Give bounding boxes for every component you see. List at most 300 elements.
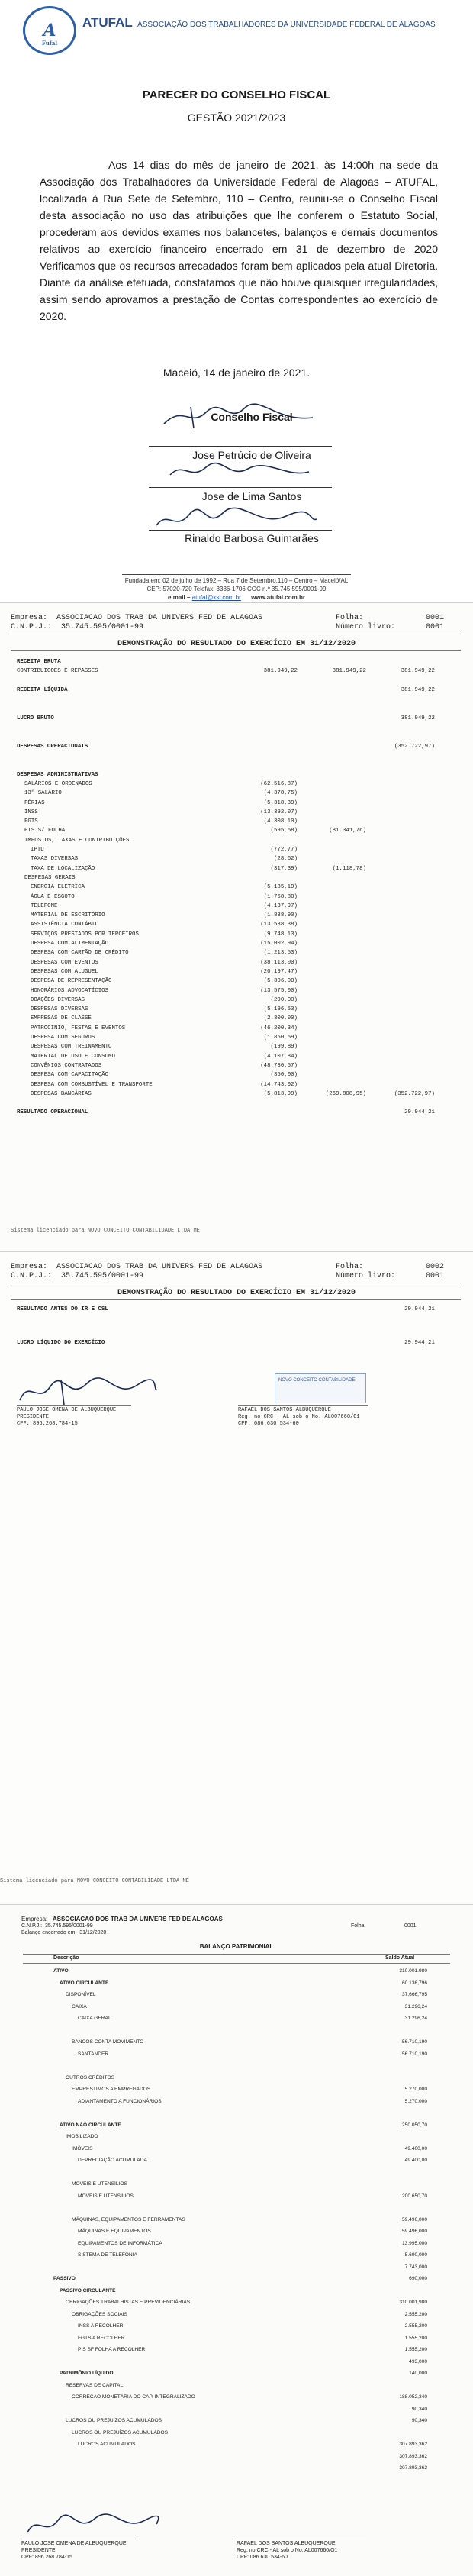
balanco-row — [31, 2133, 458, 2141]
balance-date-value: 31/12/2020 — [79, 1930, 107, 1935]
balanco-row — [31, 2027, 458, 2035]
balanco-row-value: 5.270,000 — [404, 2098, 427, 2104]
balanco-row-value: 5.270,000 — [404, 2087, 427, 2092]
president-signature-line — [17, 1405, 131, 1406]
balanco-row — [31, 2086, 458, 2093]
dre-row-label: TAXA DE LOCALIZAÇÃO — [31, 865, 95, 872]
dre-row-value-1: (4.107,84) — [263, 1053, 298, 1060]
balanco-row-value: 310.001.980 — [399, 1968, 427, 1974]
president-role: PRESIDENTE — [21, 2548, 56, 2553]
dre-continuation-value: 29.944,21 — [404, 1306, 435, 1312]
balanco-row-value: 13.995,000 — [401, 2240, 427, 2246]
balanco-row-label: ADIANTAMENTO A FUNCIONÁRIOS — [78, 2098, 162, 2104]
dre-row-value-1: (5.318,39) — [263, 799, 298, 806]
accountant-signature-block — [238, 1407, 360, 1428]
accountant-cpf: CPF: 086.630.534-60 — [236, 2555, 288, 2560]
dre-row-label: DESPESAS COM TREINAMENTO — [31, 1044, 112, 1051]
balanco-row-value: 56.710,190 — [401, 2051, 427, 2057]
footer-site-link[interactable]: www.atufal.com.br — [251, 594, 305, 601]
balanco-row-label: PASSIVO CIRCULANTE — [60, 2287, 116, 2294]
dre-row-value-1: (4.378,75) — [263, 790, 298, 797]
balanco-row-label: OUTROS CRÉDITOS — [66, 2074, 114, 2080]
dre-row-value-1: (4.308,10) — [263, 818, 298, 825]
dre-row-label: DESPESAS COM ALUGUEL — [31, 968, 98, 975]
company-label: Empresa: — [11, 614, 48, 622]
dre-row-label: SERVIÇOS PRESTADOS POR TERCEIROS — [31, 931, 139, 938]
dre-row-value-1: (290,00) — [270, 996, 298, 1003]
dre-row-label: FÉRIAS — [24, 799, 45, 806]
balanco-row — [31, 2015, 458, 2022]
president-name: PAULO JOSE OMENA DE ALBUQUERQUE — [21, 2541, 127, 2546]
balanco-row — [31, 2429, 458, 2437]
page-footer — [0, 574, 473, 602]
folha-label: Folha: — [336, 614, 364, 622]
balanco-row — [31, 2465, 458, 2472]
atufal-seal-logo — [23, 6, 76, 55]
dre-row — [17, 677, 458, 686]
balanco-row — [31, 2181, 458, 2188]
balance-date-line — [21, 1930, 106, 1935]
accountant-signature-line — [238, 1405, 368, 1406]
dre-row — [17, 846, 458, 854]
balanco-row-label: CAIXA — [72, 2003, 87, 2009]
balanco-row-label: ATIVO NÃO CIRCULANTE — [60, 2122, 121, 2128]
balanco-row — [31, 2228, 458, 2235]
dre-row-label: TAXAS DIVERSAS — [31, 856, 79, 863]
balanco-row — [31, 1968, 458, 1975]
dre-row — [17, 902, 458, 911]
company-name: ASSOCIACAO DOS TRAB DA UNIVERS FED DE ALAGOAS — [52, 1916, 223, 1922]
folha-value: 0002 — [426, 1263, 445, 1271]
dre-row — [17, 1053, 458, 1061]
balanco-row-value: 188.052,340 — [399, 2394, 427, 2400]
balanco-row-value: 200.650,70 — [401, 2193, 427, 2199]
balanco-row-value: 90,340 — [411, 2418, 427, 2423]
cnpj-line — [11, 1272, 143, 1280]
president-signature-block — [21, 2540, 127, 2561]
dre-footnote: Sistema licenciado para NOVO CONCEITO CONTABILIDADE LTDA ME — [11, 1228, 200, 1234]
dre-row-value-1: (1.838,90) — [263, 912, 298, 919]
balanco-row-value: 690,000 — [409, 2276, 427, 2281]
balanco-row — [31, 2098, 458, 2106]
dre-row-value-3: 381.949,22 — [401, 715, 435, 721]
balanco-row — [31, 2382, 458, 2390]
dre-continuation-row — [17, 1322, 458, 1331]
company-line — [11, 614, 262, 622]
column-description-header: Descrição — [53, 1955, 79, 1961]
dre-row-label: EMPRESAS DE CLASSE — [31, 1015, 92, 1022]
dre-row-value-1: (9.748,13) — [263, 931, 298, 938]
balanco-row-label: ATIVO CIRCULANTE — [60, 1980, 109, 1986]
cnpj-label: C.N.P.J.: — [11, 623, 53, 631]
balanco-row-value: 307.893,362 — [399, 2465, 427, 2471]
dre-row — [17, 658, 458, 667]
balanco-row-label: PASSIVO — [53, 2276, 76, 2281]
dre-row-label: INSS — [24, 809, 38, 815]
balanco-row-label: PATRIMÔNIO LÍQUIDO — [60, 2371, 114, 2376]
dre-row-value-1: (62.516,87) — [260, 780, 298, 787]
dre-row-value-1: (1.850,59) — [263, 1035, 298, 1041]
title-rule — [23, 1954, 450, 1955]
dre-row — [17, 921, 458, 929]
balanco-row-value: 59.496,000 — [401, 2216, 427, 2223]
footer-contact — [0, 593, 473, 602]
council-label: Conselho Fiscal — [211, 411, 293, 423]
member-name-1: Jose Petrúcio de Oliveira — [192, 449, 311, 461]
dre-row-label: LUCRO BRUTO — [17, 715, 54, 721]
dre-row-label: ENERGIA ELÉTRICA — [31, 884, 85, 891]
seal-sub: Fufal — [41, 40, 58, 47]
dre-row-label: DOAÇÕES DIVERSAS — [31, 996, 85, 1003]
dre-row-label: DESPESA COM COMBUSTÍVEL E TRANSPORTE — [31, 1081, 153, 1088]
balanco-row-label: MÁQUINAS E EQUIPAMENTOS — [78, 2229, 151, 2234]
numero-livro-value: 0001 — [426, 1272, 445, 1280]
dre-row-value-2: 381.949,22 — [332, 668, 366, 675]
balanco-row — [31, 2417, 458, 2425]
folha-label: Folha: — [351, 1923, 366, 1929]
cnpj-line — [11, 623, 143, 631]
balanco-row-value: 307.893,362 — [399, 2453, 427, 2459]
dre-row-value-2: (1.118,78) — [332, 865, 366, 872]
document-date: Maceió, 14 de janeiro de 2021. — [162, 366, 311, 379]
balanco-row-value: 31.296,24 — [404, 2016, 427, 2021]
balanco-row-value: 37.666,795 — [401, 1992, 427, 1997]
dre-row-value-1: (317,39) — [270, 865, 298, 872]
dre-row — [17, 959, 458, 967]
footer-line-1: Fundada em: 02 de julho de 1992 – Rua 7 de Setembro,110 – Centro – Maceió/AL — [124, 577, 349, 584]
dre-row — [17, 1109, 458, 1117]
dre-row-value-1: (4.137,97) — [263, 902, 298, 909]
dre-row-value-3: 381.949,22 — [401, 668, 435, 675]
dre-row-label: IPTU — [31, 847, 44, 853]
numero-livro-line — [336, 1272, 445, 1280]
signature-line-2 — [149, 487, 332, 488]
dre-title: DEMONSTRAÇÃO DO RESULTADO DO EXERCÍCIO EM 31/12/2020 — [117, 640, 356, 648]
dre-row — [17, 1090, 458, 1099]
column-saldo-header: Saldo Atual — [385, 1955, 415, 1961]
dre-page-1 — [0, 603, 473, 1252]
balanco-row-value: 1.555,200 — [404, 2347, 427, 2352]
dre-row-value-1: (14.743,02) — [260, 1081, 298, 1088]
company-name: ASSOCIACAO DOS TRAB DA UNIVERS FED DE ALAGOAS — [56, 1263, 263, 1271]
accountant-reg: Reg. no CRC - AL sob o No. AL007660/O1 — [238, 1414, 360, 1420]
balanco-row-label: INSS A RECOLHER — [78, 2323, 124, 2329]
dre-row — [17, 696, 458, 704]
dre-row-value-1: (1.213,53) — [263, 950, 298, 957]
dre-row — [17, 667, 458, 676]
dre-row — [17, 837, 458, 845]
balanco-row-label: DEPRECIAÇÃO ACUMULADA — [78, 2158, 147, 2163]
dre-row — [17, 1062, 458, 1070]
dre-row-label: CONTRIBUICOES E REPASSES — [17, 668, 98, 675]
balanco-row-label: LUCROS OU PREJUÍZOS ACUMULADOS — [72, 2429, 169, 2436]
company-line — [21, 1916, 223, 1922]
stamp-text: NOVO CONCEITO CONTABILIDADE — [278, 1378, 356, 1383]
dre-row-value-1: (38.113,00) — [260, 959, 298, 966]
balanco-row — [31, 2193, 458, 2200]
dre-row-label: HONORÁRIOS ADVOCATÍCIOS — [31, 987, 109, 994]
dre-row — [17, 715, 458, 723]
balanco-row-value: 5.690,000 — [404, 2252, 427, 2258]
balanco-row — [31, 2204, 458, 2212]
balanco-page — [0, 1905, 473, 2576]
balanco-row — [31, 2074, 458, 2082]
balanco-row — [31, 2453, 458, 2461]
dre-row — [17, 940, 458, 948]
balanco-row-value: 2.555,200 — [404, 2323, 427, 2329]
balanco-row-value: 31.296,24 — [404, 2003, 427, 2009]
balanco-row — [31, 2003, 458, 2011]
dre-row-label: DESPESA COM CAPACITAÇÃO — [31, 1072, 109, 1079]
footer-email-link[interactable]: atufal@ksl.com.br — [191, 594, 241, 601]
balanco-row-value: 59.496,000 — [401, 2229, 427, 2234]
dre-continuation-row — [17, 1339, 458, 1348]
dre-row-label: DESPESAS ADMINISTRATIVAS — [17, 771, 98, 778]
dre-row-label: RECEITA LÍQUIDA — [17, 686, 68, 693]
company-label: Empresa: — [11, 1263, 48, 1271]
dre-row — [17, 977, 458, 986]
association-header — [82, 15, 436, 31]
dre-row-label: DESPESA COM CARTÃO DE CRÉDITO — [31, 950, 129, 957]
dre-row — [17, 865, 458, 873]
balanco-row-value: 2.555,200 — [404, 2311, 427, 2317]
balanco-row-value: 140,000 — [409, 2371, 427, 2376]
dre-row — [17, 1043, 458, 1051]
accountant-cpf: CPF: 086.630.534-60 — [238, 1421, 299, 1427]
balanco-row-value: 310.001,980 — [399, 2300, 427, 2305]
balanco-row-label: OBRIGAÇÕES SOCIAIS — [72, 2311, 127, 2317]
balanco-row-label: FGTS A RECOLHER — [78, 2335, 125, 2341]
balanco-row-value: 493,000 — [409, 2358, 427, 2365]
dre-row-value-1: (2.300,00) — [263, 1015, 298, 1022]
balanco-row-value: 56.710,190 — [401, 2039, 427, 2045]
dre-row-value-3: (352.722,97) — [394, 743, 435, 750]
president-signature-block — [17, 1407, 116, 1428]
dre2-footnote: Sistema licenciado para NOVO CONCEITO CONTABILIDADE LTDA ME — [0, 1878, 189, 1884]
signature-line-3 — [149, 530, 332, 531]
association-acronym: ATUFAL — [82, 15, 133, 30]
dre-row-value-1: (13.538,38) — [260, 922, 298, 928]
dre-row-label: DESPESAS DIVERSAS — [31, 1006, 88, 1013]
dre-row — [17, 1071, 458, 1080]
balanco-row — [31, 2264, 458, 2271]
balanco-row — [31, 2287, 458, 2295]
document-body: Aos 14 dias do mês de janeiro de 2021, às 14:00h na sede da Associação dos Trabalhadores da Universidade Federal de Alagoas – ATUFAL, localizada à Rua Sete de Setembro, 110 – Centro, reuniu-se o Conselho Fiscal desta associação no uso das atribuições que lhe conferem o Estatuto Social, procederam aos devidos exames nos balancetes, balanços e demais documentos relativos ao exercício financeiro encerrado em 31 de dezembro de 2020 Verificamos que os recursos arrecadados foram bem aplicados pela atual Diretoria. Diante da análise efetuada, constatamos que não houve quaisquer irregularidades, assim sendo aprovamos a prestação de Contas correspondentes ao exercício de 2020. — [40, 159, 438, 322]
dre-row — [17, 855, 458, 864]
balanco-row — [31, 2358, 458, 2366]
balanco-row — [31, 2323, 458, 2330]
dre-row-label: TELEFONE — [31, 902, 58, 909]
dre-row — [17, 1081, 458, 1089]
footer-divider — [122, 574, 351, 575]
dre-row-label: ASSISTÊNCIA CONTÁBIL — [31, 922, 98, 928]
dre-row-value-1: (28,62) — [273, 856, 298, 863]
dre-row — [17, 1015, 458, 1023]
seal-letter: A — [43, 21, 56, 40]
company-line — [11, 1263, 262, 1271]
dre-row-label: DESPESAS COM EVENTOS — [31, 959, 98, 966]
dre-row — [17, 761, 458, 770]
balanco-row-label: EMPRÉSTIMOS A EMPREGADOS — [72, 2087, 151, 2092]
balanco-row — [31, 2122, 458, 2129]
numero-livro-line — [336, 623, 445, 631]
association-full-name: ASSOCIAÇÃO DOS TRABALHADORES DA UNIVERSIDADE FEDERAL DE ALAGOAS — [137, 21, 436, 29]
numero-livro-label: Número livro: — [336, 1272, 396, 1280]
balanco-row-label: IMOBILIZADO — [66, 2134, 98, 2139]
balanco-row — [31, 2145, 458, 2153]
cnpj-line — [21, 1923, 93, 1929]
balanco-row — [31, 2394, 458, 2401]
dre-row-value-3: 381.949,22 — [401, 686, 435, 693]
balanco-row-value: 60.136,796 — [401, 1980, 427, 1986]
balanco-row-label: CAIXA GERAL — [78, 2016, 111, 2021]
dre-row-value-1: (5.196,53) — [263, 1006, 298, 1013]
dre-row — [17, 724, 458, 732]
balanco-row-label: BANCOS CONTA MOVIMENTO — [72, 2039, 144, 2045]
balanco-row-label: PIS SF FOLHA A RECOLHER — [78, 2347, 146, 2352]
dre-row-value-3: (352.722,97) — [394, 1090, 435, 1097]
balanco-row-value: 250.050,70 — [401, 2122, 427, 2128]
president-cpf: CPF: 896.268.784-15 — [17, 1421, 78, 1427]
header-rule — [23, 1963, 450, 1964]
dre-row — [17, 743, 458, 751]
dre-row-label: SALÁRIOS E ORDENADOS — [24, 780, 92, 787]
folha-line — [336, 614, 445, 622]
balanco-row — [31, 2406, 458, 2413]
dre-row — [17, 827, 458, 835]
member-name-2: Jose de Lima Santos — [201, 490, 302, 502]
balanco-row-label: DISPONÍVEL — [66, 1992, 96, 1997]
dre-row — [17, 968, 458, 976]
dre-row-label: DESPESAS GERAIS — [24, 874, 76, 881]
balanco-row-value: 307.893,362 — [399, 2442, 427, 2447]
dre-row-label: IMPOSTOS, TAXAS E CONTRIBUIÇÕES — [24, 837, 130, 844]
cnpj-label: C.N.P.J.: — [21, 1923, 43, 1929]
balanco-row-value: 90,340 — [411, 2406, 427, 2412]
dre-row-label: PATROCÍNIO, FESTAS E EVENTOS — [31, 1025, 126, 1031]
dre-row — [17, 809, 458, 817]
document-title: PARECER DO CONSELHO FISCAL — [142, 89, 331, 102]
balanco-row-label: MÁQUINAS, EQUIPAMENTOS E FERRAMENTAS — [72, 2216, 185, 2223]
dre-row — [17, 1006, 458, 1014]
company-label: Empresa: — [21, 1916, 48, 1922]
balanco-row — [31, 2370, 458, 2377]
dre-row-label: FGTS — [24, 818, 38, 825]
dre-row-value-1: (5.813,99) — [263, 1090, 298, 1097]
dre-row — [17, 874, 458, 883]
folha-value: 0001 — [404, 1923, 417, 1929]
dre-row-label: PIS S/ FOLHA — [24, 828, 66, 834]
dre-row-value-1: (595,58) — [270, 828, 298, 834]
accounting-stamp — [275, 1373, 366, 1403]
dre-row-value-1: (48.730,57) — [260, 1062, 298, 1069]
dre-row-value-1: (46.200,34) — [260, 1025, 298, 1031]
balanco-row-value: 1.555,200 — [404, 2335, 427, 2341]
dre-row — [17, 1099, 458, 1108]
dre-row — [17, 818, 458, 826]
folha-line — [336, 1263, 445, 1271]
accountant-name: RAFAEL DOS SANTOS ALBUQUERQUE — [236, 2541, 336, 2546]
dre-title: DEMONSTRAÇÃO DO RESULTADO DO EXERCÍCIO EM 31/12/2020 — [117, 1289, 356, 1297]
dre-row-label: DESPESA COM ALIMENTAÇÃO — [31, 941, 109, 947]
dre-row-label: MATERIAL DE ESCRITÓRIO — [31, 912, 105, 919]
dre-row-label: RECEITA BRUTA — [17, 659, 61, 665]
balanco-row — [31, 2252, 458, 2259]
dre-row-label: DESPESAS OPERACIONAIS — [17, 743, 88, 750]
dre-row-value-1: (13.575,00) — [260, 987, 298, 994]
dre-row — [17, 799, 458, 808]
balance-date-label: Balanço encerrado em: — [21, 1930, 77, 1935]
dre-continuation-label: RESULTADO ANTES DO IR E CSL — [17, 1306, 108, 1312]
balanco-row — [31, 2169, 458, 2177]
dre-row-value-1: (20.197,47) — [260, 968, 298, 975]
title-rule — [11, 650, 461, 651]
balanco-row — [31, 2346, 458, 2354]
accountant-reg: Reg. no CRC - AL sob o No. AL007660/O1 — [236, 2548, 338, 2553]
numero-livro-label: Número livro: — [336, 623, 396, 631]
president-role: PRESIDENTE — [17, 1414, 50, 1420]
dre-row-value-1: (15.002,94) — [260, 941, 298, 947]
dre-row — [17, 1025, 458, 1033]
dre-row-label: ÁGUA E ESGOTO — [31, 893, 75, 900]
dre-row — [17, 912, 458, 920]
dre-continuation-row — [17, 1306, 458, 1314]
dre-row — [17, 931, 458, 939]
dre-row-value-1: (199,89) — [270, 1044, 298, 1051]
dre-row — [17, 949, 458, 957]
balanco-row-label: LUCROS ACUMULADOS — [78, 2442, 136, 2447]
dre-continuation-label: LUCRO LÍQUIDO DO EXERCÍCIO — [17, 1340, 105, 1346]
balanco-row-label: MÓVEIS E UTENSÍLIOS — [72, 2181, 127, 2187]
dre-row — [17, 996, 458, 1005]
balanco-row — [31, 2335, 458, 2342]
balanco-row — [31, 2039, 458, 2046]
balanco-row — [31, 2110, 458, 2117]
dre-row — [17, 752, 458, 760]
balanco-row-value: 7.743,000 — [404, 2264, 427, 2270]
dre-row-label: DESPESA DE REPRESENTAÇÃO — [31, 978, 112, 985]
balanco-row — [31, 2275, 458, 2283]
dre-row — [17, 686, 458, 695]
cnpj-value: 35.745.595/0001-99 — [61, 1272, 144, 1280]
dre-row-value-1: (772,77) — [270, 847, 298, 853]
title-rule — [11, 1299, 461, 1300]
numero-livro-value: 0001 — [426, 623, 445, 631]
balanco-row — [31, 2299, 458, 2306]
balanco-row — [31, 2051, 458, 2058]
folha-value: 0001 — [426, 614, 445, 622]
dre-row — [17, 771, 458, 780]
cnpj-value: 35.745.595/0001-99 — [45, 1923, 93, 1929]
footer-email-label: e.mail – — [168, 594, 191, 601]
dre-row — [17, 893, 458, 902]
cnpj-value: 35.745.595/0001-99 — [61, 623, 144, 631]
dre-row-value-1: (13.392,07) — [260, 809, 298, 815]
balanco-row-label: CORREÇÃO MONETÁRIA DO CAP. INTEGRALIZADO — [72, 2394, 195, 2400]
dre-row-value-1: (5.185,19) — [263, 884, 298, 891]
balanco-row — [31, 2157, 458, 2164]
signature-scribble-2 — [164, 458, 317, 484]
balanco-row-label: SANTANDER — [78, 2051, 109, 2057]
president-signature-scribble — [23, 2510, 160, 2540]
dre-page-2 — [0, 1252, 473, 1905]
dre-row-label: DESPESA COM SEGUROS — [31, 1035, 95, 1041]
signature-line-1 — [149, 446, 332, 447]
cnpj-label: C.N.P.J.: — [11, 1272, 53, 1280]
balanco-row-label: IMÓVEIS — [72, 2145, 93, 2152]
folha-line — [351, 1923, 417, 1929]
dre-row-label: 13º SALÁRIO — [24, 790, 62, 797]
